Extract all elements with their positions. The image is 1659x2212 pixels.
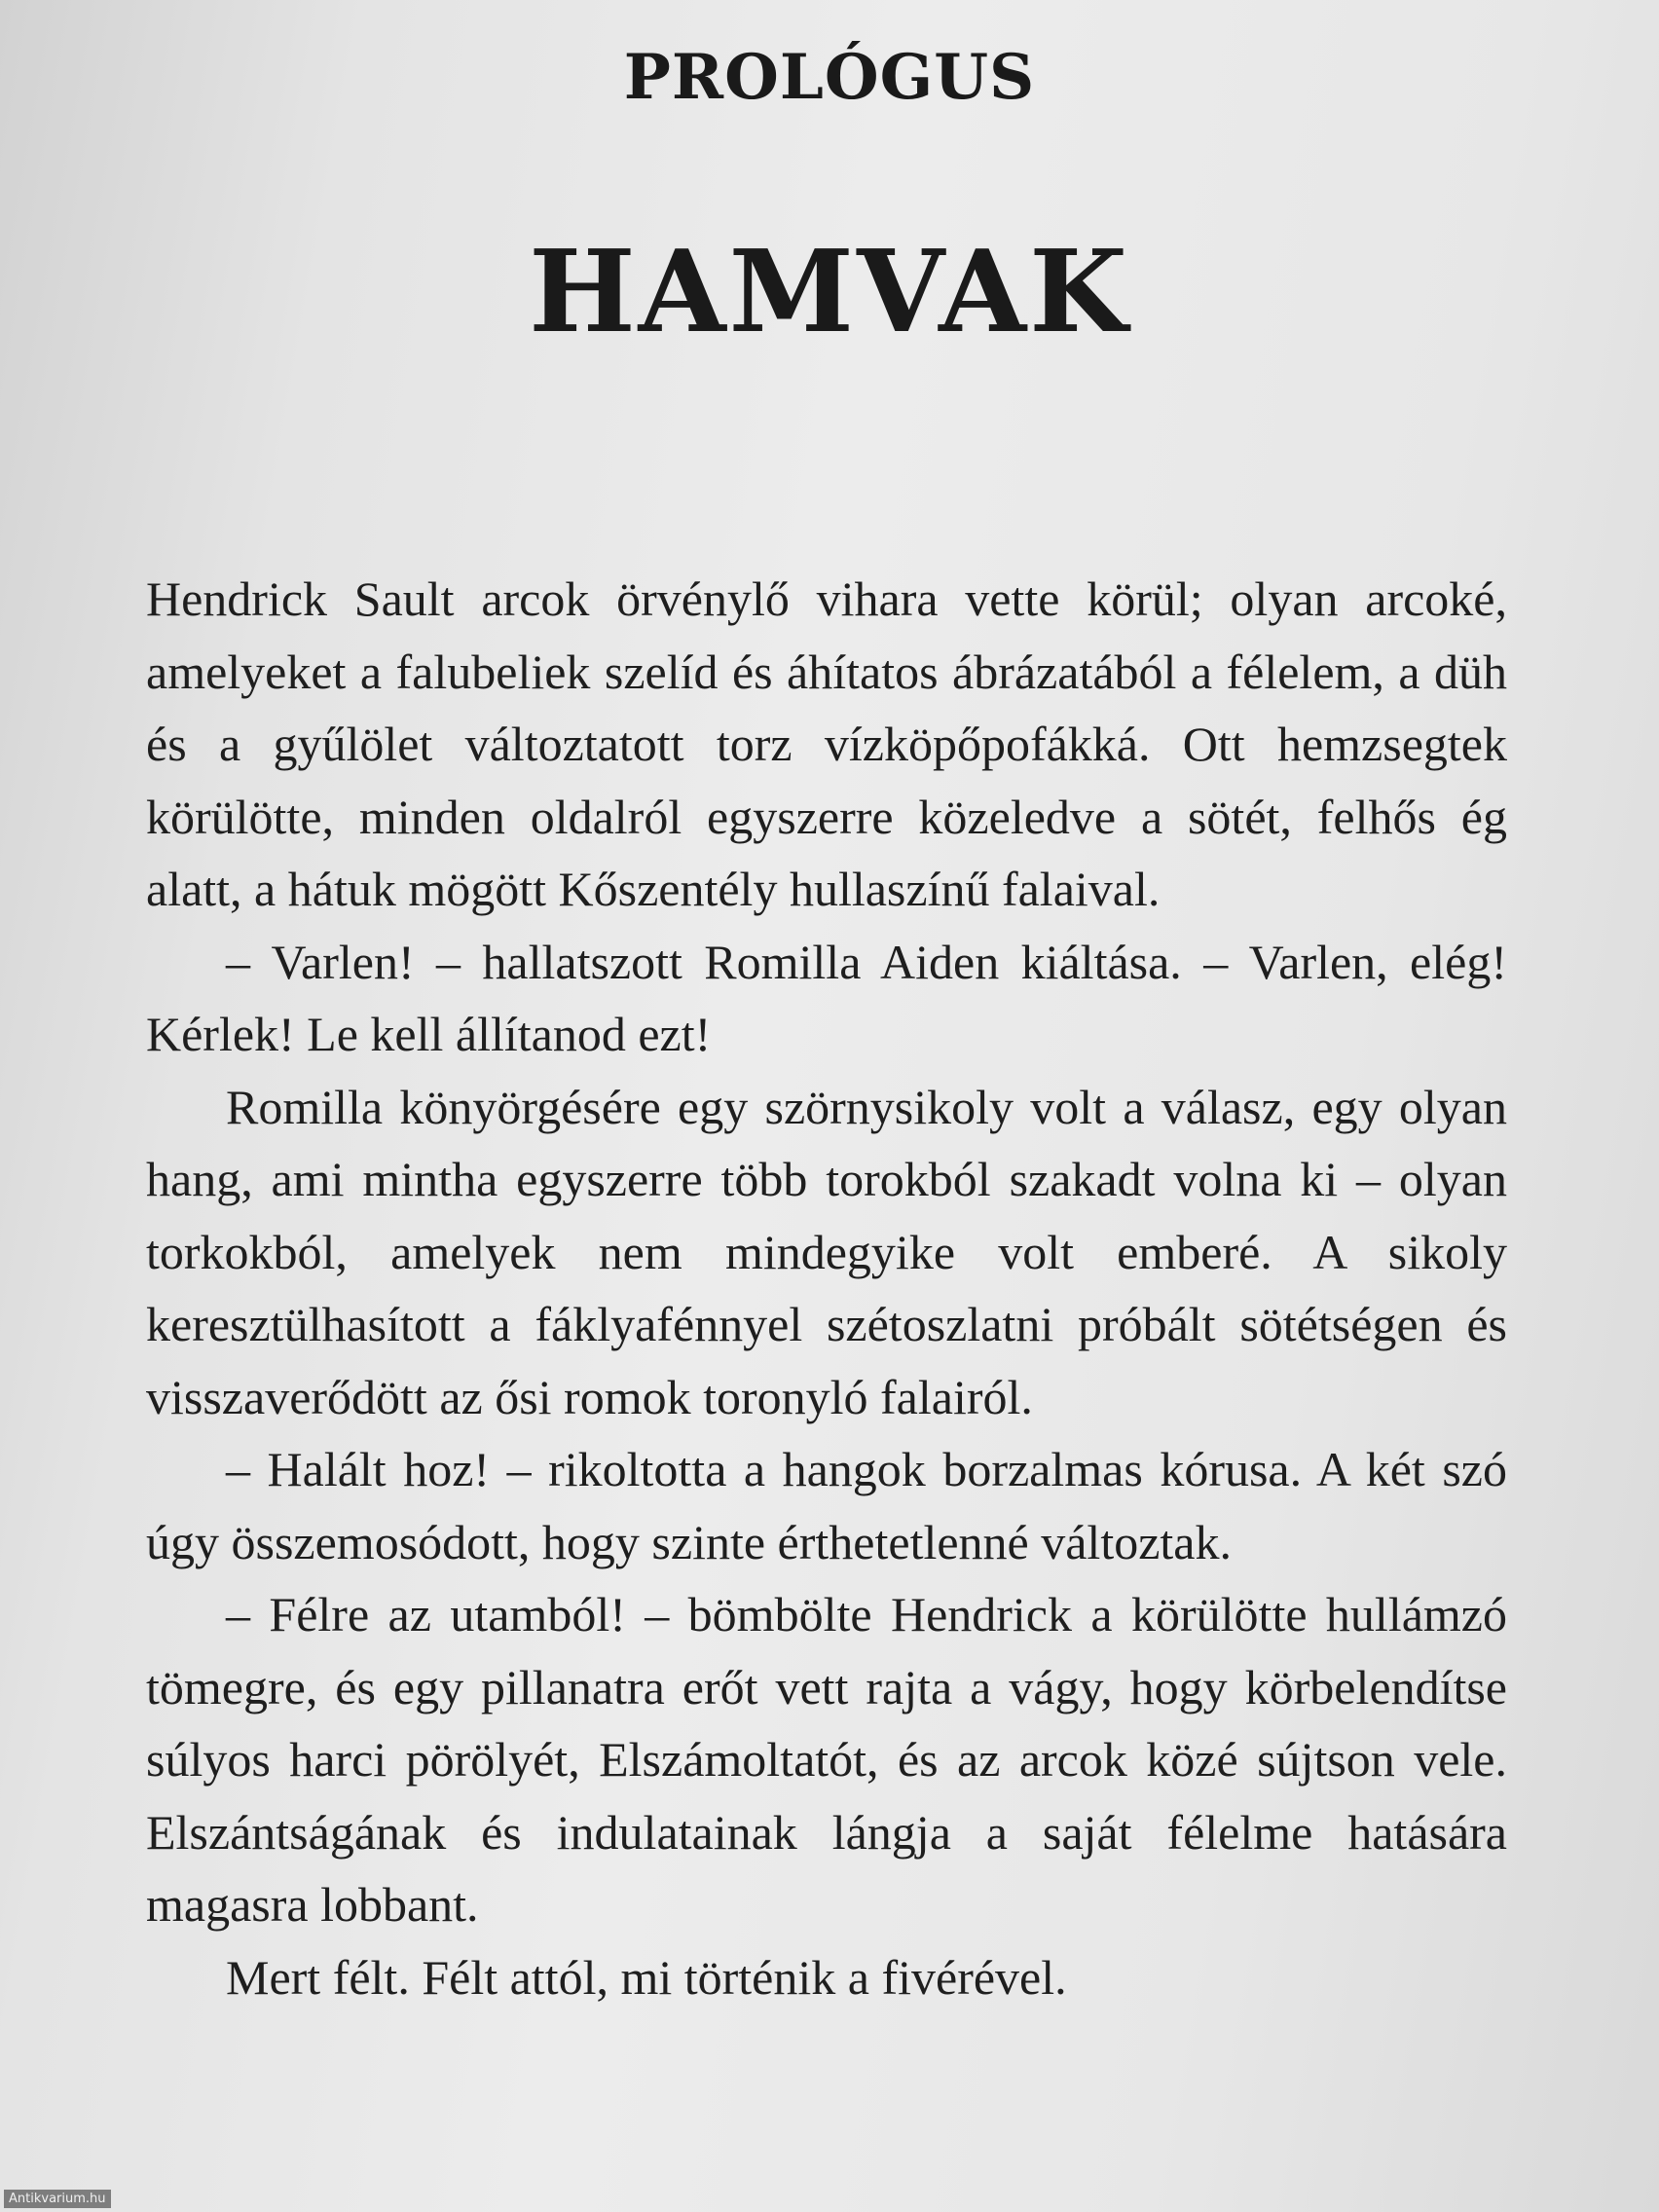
chapter-title: HAMVAK: [529, 226, 1130, 358]
chapter-kicker: PROLÓGUS: [623, 41, 1036, 114]
site-watermark: Antikvarium.hu: [4, 2190, 111, 2208]
paragraph-3: Romilla könyörgésére egy szörnysikoly volt a válasz, egy olyan hang, ami mintha egyszerre több torokból szakadt volna ki – olyan torkokból, amelyek nem mindegyike volt emberé. A sikoly keresztülhasított a fáklyafénnyel szétoszlatni próbált sötétségen és visszaverődött az ősi romok toronyló falairól.: [146, 1079, 1507, 1424]
paragraph-1: Hendrick Sault arcok örvénylő vihara vette körül; olyan arcoké, amelyeket a falubeliek szelíd és áhítatos ábrázatából a félelem, a düh és a gyűlölet változtatott torz vízköpőpofákká. Ott hemzsegtek körülötte, minden oldalról egyszerre közeledve a sötét, felhős ég alatt, a hátuk mögött Kőszentély hullaszínű falaival.: [146, 571, 1507, 916]
paragraph-5: – Félre az utamból! – bömbölte Hendrick a körülötte hullámzó tömegre, és egy pillanatra erőt vett rajta a vágy, hogy körbelendítse súlyos harci pörölyét, Elszámoltatót, és az arcok közé sújtson vele. Elszántságának és indulatainak lángja a saját félelme hatására magasra lobbant.: [146, 1587, 1507, 1932]
chapter-body: [146, 563, 1507, 2013]
paragraph-2: – Varlen! – hallatszott Romilla Aiden kiáltása. – Varlen, elég! Kérlek! Le kell állítanod ezt!: [146, 934, 1507, 1061]
paragraph-6: Mert félt. Félt attól, mi történik a fivérével.: [226, 1949, 1067, 2005]
paragraph-4: – Halált hoz! – rikoltotta a hangok borzalmas kórusa. A két szó úgy összemosódott, hogy szinte érthetetlenné változtak.: [146, 1442, 1507, 1569]
